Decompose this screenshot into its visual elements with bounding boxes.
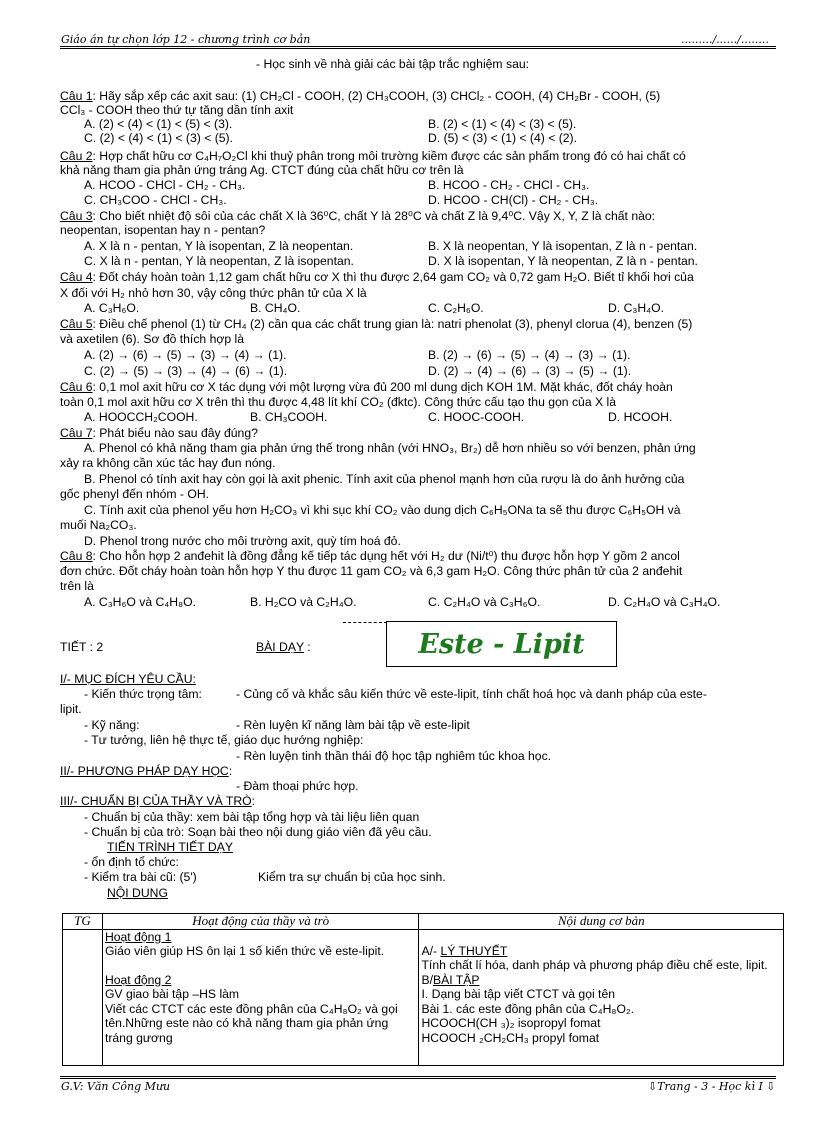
activity-1-text: Giáo viên giúp HS ôn lại 1 số kiến thức về este-lipit.	[104, 944, 385, 958]
header-rule	[60, 46, 776, 49]
kiem-tra-text: Kiểm tra sự chuẩn bị của học sinh.	[258, 870, 446, 884]
s1-knowledge-label: - Kiến thức trọng tâm:	[84, 687, 202, 701]
q7-label: Câu 7	[60, 426, 93, 440]
q6-label: Câu 6	[60, 380, 93, 394]
q8-option-a: A. C₃H₆O và C₄H₈O.	[84, 595, 197, 609]
on-dinh: - ổn định tổ chức:	[84, 855, 179, 869]
dashed-leader	[343, 622, 387, 623]
lesson-table	[62, 913, 784, 1066]
noi-dung-title: NỘI DUNG	[107, 886, 168, 900]
footer-author: G.V: Văn Công Mưu	[61, 1080, 171, 1093]
q3-stem-2: neopentan, isopentan hay n - pentan?	[60, 223, 266, 237]
tien-trinh-title: TIẾN TRÌNH TIẾT DẠY	[107, 840, 233, 854]
s1-attitude-label: - Tư tưởng, liên hệ thực tế, giáo dục hướng nghiệp:	[84, 733, 364, 747]
s1-knowledge-text: - Củng cố và khắc sâu kiến thức về este-lipit, tính chất hoá học và danh pháp của este-	[236, 687, 707, 701]
q5-option-c: C. (2) → (5) → (3) → (4) → (6) → (1).	[84, 364, 288, 378]
q1-stem: Câu 1: Hãy sắp xếp các axit sau: (1) CH₂Cl - COOH, (2) CH₃COOH, (3) CHCl₂ - COOH, (4) CH₂Br - COOH, (5)	[60, 89, 661, 103]
exercise-line-2: Bài 1. các este đồng phân của C₄H₈O₂.	[421, 1001, 635, 1016]
col-content: Nội dung cơ bản	[419, 914, 784, 930]
lesson-title: Este - Lipit	[418, 628, 585, 660]
q7-option-a: A. Phenol có khả năng tham gia phản ứng thế trong nhân (với HNO₃, Br₂) dễ hơn nhiều so với benzen, phản ứng	[84, 441, 696, 455]
tiet-label: TIẾT : 2	[60, 640, 104, 654]
exercise-line-3: HCOOCH(CH ₃)₂ isopropyl fomat	[421, 1016, 601, 1030]
q7-option-c: C. Tính axit của phenol yếu hơn H₂CO₃ vì khi sục khí CO₂ vào dung dịch C₆H₅ONa ta sẽ thu được C₆H₅OH và	[84, 503, 681, 517]
q3-stem: Câu 3: Cho biết nhiệt độ sôi của các chất X là 36⁰C, chất Y là 28⁰C và chất Z là 9,4⁰C. Vậy X, Y, Z là chất nào:	[60, 209, 656, 223]
q2-stem-2: khả năng tham gia phản ứng tráng Ag. CTCT đúng của chất hữu cơ trên là	[60, 163, 464, 177]
q1-option-b: B. (2) < (1) < (4) < (3) < (5).	[428, 117, 577, 131]
exercise-heading: B/BÀI TẬP	[421, 972, 480, 987]
kiem-tra-label: - Kiểm tra bài cũ: (5')	[84, 870, 197, 884]
activity-2-line-2: Viết các CTCT các este đồng phân của C₄H₈O₂ và gọi tên.Những este nào có khả năng tham gia phản ứng tráng gương	[104, 1001, 398, 1045]
q3-label: Câu 3	[60, 209, 93, 223]
q7-option-c-cont: muối Na₂CO₃.	[60, 518, 137, 532]
q5-stem: Câu 5: Điều chế phenol (1) từ CH₄ (2) cần qua các chất trung gian là: natri phenolat (3), phenyl clorua (4), benzen (5)	[60, 317, 693, 331]
q3-option-c: C. X là n - pentan, Y là neopentan, Z là isopentan.	[84, 254, 354, 268]
q7-stem: Câu 7: Phát biểu nào sau đây đúng?	[60, 426, 258, 440]
q1-option-c: C. (2) < (4) < (1) < (3) < (5).	[84, 131, 233, 145]
q3-option-d: D. X là isopentan, Y là neopentan, Z là n - pentan.	[428, 254, 698, 268]
table-header-row	[63, 914, 784, 930]
bai-day-label: BÀI DẠY :	[256, 640, 311, 654]
footer-page: ⇩Trang - 3 - Học kì I ⇩	[648, 1080, 776, 1093]
q4-option-a: A. C₃H₆O.	[84, 301, 140, 315]
q6-option-b: B. CH₃COOH.	[250, 410, 328, 424]
q2-option-d: D. HCOO - CH(Cl) - CH₂ - CH₃.	[428, 193, 599, 207]
q4-option-d: D. C₃H₄O.	[608, 301, 664, 315]
q6-option-c: C. HOOC-COOH.	[428, 410, 525, 424]
header-title: Giáo án tự chọn lớp 12 - chương trình cơ bản	[61, 33, 311, 46]
q1-stem-2: CCl₃ - COOH theo thứ tự tăng dần tính axit	[60, 103, 294, 117]
col-activity: Hoạt động của thầy và trò	[102, 914, 419, 930]
exercise-line-4: HCOOCH ₂CH₂CH₃ propyl fomat	[421, 1030, 600, 1045]
lesson-title-box	[386, 621, 617, 667]
q8-label: Câu 8	[60, 549, 93, 563]
q2-option-c: C. CH₃COO - CHCl - CH₃.	[84, 193, 227, 207]
q8-option-b: B. H₂CO và C₂H₄O.	[250, 595, 357, 609]
s2-method: - Đàm thoại phức hợp.	[236, 779, 359, 793]
q1-option-d: D. (5) < (3) < (1) < (4) < (2).	[428, 131, 577, 145]
q7-option-d: D. Phenol trong nước cho môi trường axit, quỳ tím hoá đỏ.	[84, 534, 401, 548]
section-3-title: III/- CHUẨN BỊ CỦA THẦY VÀ TRÒ	[60, 794, 252, 808]
section-1-title: I/- MỤC ĐÍCH YÊU CẦU:	[60, 672, 196, 686]
q4-option-c: C. C₂H₆O.	[428, 301, 484, 315]
s1-attitude-text: - Rèn luyện tinh thần thái độ học tập nghiêm túc khoa học.	[236, 749, 552, 763]
activity-cell	[102, 929, 419, 1065]
s3-student: - Chuẩn bị của trò: Soạn bài theo nội dung giáo viên đã yêu cầu.	[84, 825, 432, 839]
q1-option-a: A. (2) < (4) < (1) < (5) < (3).	[84, 117, 233, 131]
q8-stem-3: trên là	[60, 579, 94, 593]
s1-knowledge-cont: lipit.	[60, 702, 82, 716]
q8-stem-2: đơn chức. Đốt cháy hoàn toàn hỗn hợp Y thu được 11 gam CO₂ và 6,3 gam H₂O. Công thức phân tử của 2 anđehit	[60, 564, 683, 578]
table-row	[63, 929, 784, 1065]
tg-cell	[63, 929, 103, 1065]
q4-stem-2: X đối với H₂ nhỏ hơn 30, vậy công thức phân tử của X là	[60, 286, 367, 300]
q4-label: Câu 4	[60, 270, 93, 284]
s1-skill-label: - Kỹ năng:	[84, 718, 140, 732]
q7-option-b-cont: gốc phenyl đến nhóm - OH.	[60, 487, 210, 501]
s1-skill-text: - Rèn luyện kĩ năng làm bài tập về este-lipit	[236, 718, 470, 732]
q6-stem-2: toàn 0,1 mol axit hữu cơ X trên thì thu được 4,48 lít khí CO₂ (đktc). Công thức cấu tạo thu gọn của X là	[60, 395, 616, 409]
q8-option-d: D. C₂H₄O và C₃H₄O.	[608, 595, 721, 609]
footer-rule	[60, 1076, 776, 1079]
q7-option-a-cont: xảy ra không cần xúc tác hay đun nóng.	[60, 456, 276, 470]
theory-text: Tính chất lí hóa, danh pháp và phương pháp điều chế este, lipit.	[421, 958, 768, 972]
q8-stem: Câu 8: Cho hỗn hợp 2 anđehit là đồng đẳng kế tiếp tác dụng hết với H₂ dư (Ni/t⁰) thu được hỗn hợp Y gồm 2 ancol	[60, 549, 680, 563]
q3-option-a: A. X là n - pentan, Y là isopentan, Z là neopentan.	[84, 239, 354, 253]
q6-option-a: A. HOOCCH₂COOH.	[84, 410, 198, 424]
q5-option-b: B. (2) → (6) → (5) → (4) → (3) → (1).	[428, 348, 631, 362]
q5-option-a: A. (2) → (6) → (5) → (3) → (4) → (1).	[84, 348, 287, 362]
header-date: ........./....../........	[681, 33, 769, 46]
q1-label: Câu 1	[60, 89, 93, 103]
activity-2-line-1: GV giao bài tập –HS làm	[104, 987, 240, 1001]
theory-heading: A/- LÝ THUYẾT	[421, 943, 508, 958]
q4-stem: Câu 4: Đốt cháy hoàn toàn 1,12 gam chất hữu cơ X thì thu được 2,64 gam CO₂ và 0,72 gam H₂O. Biết tỉ khối hơi của	[60, 270, 694, 284]
q2-stem: Câu 2: Hợp chất hữu cơ C₄H₇O₂Cl khi thuỷ phân trong môi trường kiềm được các sản phẩm trong đó có hai chất có	[60, 149, 686, 163]
col-tg: TG	[63, 914, 103, 930]
q5-option-d: D. (2) → (4) → (6) → (3) → (5) → (1).	[428, 364, 632, 378]
activity-1-title: Hoạt động 1	[104, 929, 172, 944]
intro-line: - Học sinh về nhà giải các bài tập trắc nghiệm sau:	[256, 57, 530, 71]
q5-stem-2: và axetilen (6). Sơ đồ thích hợp là	[60, 332, 244, 346]
section-2-title: II/- PHƯƠNG PHÁP DẠY HỌC	[60, 764, 229, 778]
q3-option-b: B. X là neopentan, Y là isopentan, Z là n - pentan.	[428, 239, 698, 253]
q2-label: Câu 2	[60, 149, 93, 163]
q2-option-a: A. HCOO - CHCl - CH₂ - CH₃.	[84, 178, 246, 192]
s3-teacher: - Chuẩn bị của thầy: xem bài tập tổng hợp và tài liệu liên quan	[84, 810, 420, 824]
q4-option-b: B. CH₄O.	[250, 301, 301, 315]
q6-stem: Câu 6: 0,1 mol axit hữu cơ X tác dụng với một lượng vừa đủ 200 ml dung dịch KOH 1M. Mặt khác, đốt cháy hoàn	[60, 380, 673, 394]
q8-option-c: C. C₂H₄O và C₃H₆O.	[428, 595, 541, 609]
activity-2-title: Hoạt động 2	[104, 972, 172, 987]
content-cell	[419, 929, 784, 1065]
q5-label: Câu 5	[60, 317, 93, 331]
exercise-line-1: I. Dạng bài tập viết CTCT và gọi tên	[421, 987, 616, 1001]
q6-option-d: D. HCOOH.	[608, 410, 673, 424]
q7-option-b: B. Phenol có tính axit hay còn gọi là axit phenic. Tính axit của phenol mạnh hơn của rượu là do ảnh hưởng của	[84, 472, 685, 486]
q2-option-b: B. HCOO - CH₂ - CHCl - CH₃.	[428, 178, 590, 192]
